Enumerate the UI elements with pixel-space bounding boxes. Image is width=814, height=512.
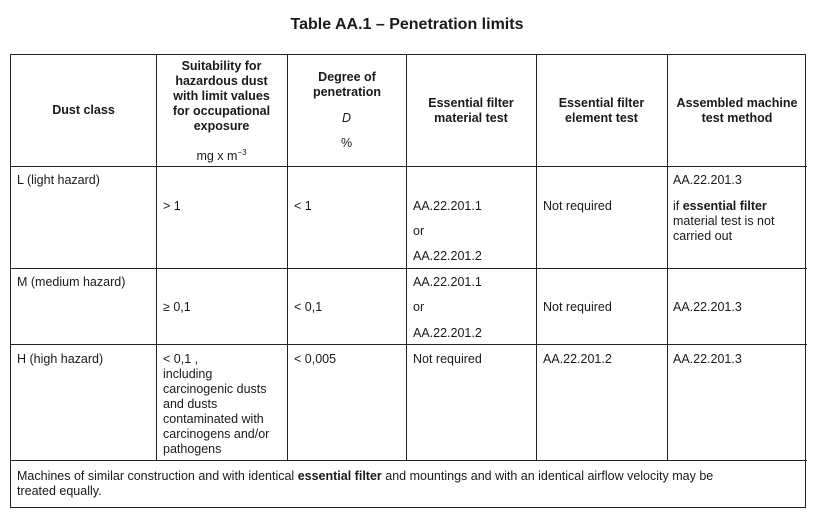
header-degree [287, 55, 406, 166]
row-l-material-1: AA.22.201.1 [413, 199, 482, 213]
note-bold-text: essential filter [297, 469, 382, 483]
row-h-suitability-line: and dusts [163, 397, 218, 411]
header-essential-element [536, 55, 667, 166]
header-suitability [156, 55, 287, 166]
row-divider [11, 166, 807, 167]
row-l-class: L (light hazard) [17, 173, 100, 187]
row-l-assembled-if [673, 199, 767, 214]
row-h-suitability-line: carcinogens and/or [163, 427, 270, 441]
note-text: and mountings and with an identical airflow velocity may be [385, 469, 714, 483]
row-m-material-or: or [413, 300, 425, 314]
table-title: Table AA.1 – Penetration limits [290, 16, 524, 33]
row-h-suitability-line: contaminated with [163, 412, 264, 426]
header-essential-material [406, 55, 536, 166]
row-h-degree: < 0,005 [294, 352, 337, 366]
row-h-material: Not required [413, 352, 482, 366]
row-l-assembled-rest-2: carried out [673, 229, 733, 243]
row-l-suitability: > 1 [163, 199, 181, 213]
row-m-material-2: AA.22.201.2 [413, 326, 482, 340]
unit-base: mg x m [196, 149, 238, 164]
header-suitability-label: Suitability for hazardous dust with limit values for occupational exposure [172, 59, 271, 133]
row-m-assembled: AA.22.201.3 [673, 300, 742, 314]
header-dust-class-label: Dust class [52, 103, 115, 117]
row-h-class: H (high hazard) [17, 352, 104, 366]
row-m-material-1: AA.22.201.1 [413, 275, 482, 289]
row-l-degree: < 1 [294, 199, 312, 213]
note-text: Machines of similar construction and with identical [17, 469, 295, 483]
row-h-element: AA.22.201.2 [543, 352, 612, 366]
row-divider [11, 460, 807, 461]
row-divider [11, 268, 807, 269]
unit-exponent: −3 [237, 148, 247, 157]
header-assembled-label: Assembled machine test method [676, 95, 798, 125]
row-h-assembled: AA.22.201.3 [673, 352, 742, 366]
row-h-suitability-line: < 0,1 , [163, 352, 199, 366]
header-essential-element-label: Essential filter element test [558, 95, 645, 125]
table-note-line-1 [17, 469, 713, 484]
header-degree-unit: % [340, 136, 353, 150]
row-l-element: Not required [543, 199, 612, 213]
row-m-class: M (medium hazard) [17, 275, 126, 289]
row-l-material-or: or [413, 224, 425, 238]
header-essential-material-label: Essential filter material test [428, 95, 514, 125]
row-l-assembled-ref: AA.22.201.3 [673, 173, 742, 187]
header-degree-symbol: D [341, 111, 352, 125]
header-degree-label: Degree of penetration [312, 70, 382, 99]
row-h-suitability-line: pathogens [163, 442, 222, 456]
row-h-suitability-line: carcinogenic dusts [163, 382, 267, 396]
assembled-if-text: if [673, 199, 680, 213]
row-m-degree: < 0,1 [294, 300, 323, 314]
assembled-bold-text: essential filter [682, 199, 767, 213]
row-h-suitability-line: including [163, 367, 213, 381]
table-note-line-2: treated equally. [17, 484, 102, 498]
penetration-limits-table [10, 54, 806, 508]
row-m-element: Not required [543, 300, 612, 314]
header-dust-class [11, 55, 156, 166]
header-assembled [667, 55, 807, 166]
row-m-suitability: ≥ 0,1 [163, 300, 191, 314]
row-l-assembled-rest-1: material test is not [673, 214, 775, 228]
row-divider [11, 344, 807, 345]
header-suitability-unit [156, 145, 287, 164]
row-l-material-2: AA.22.201.2 [413, 249, 482, 263]
